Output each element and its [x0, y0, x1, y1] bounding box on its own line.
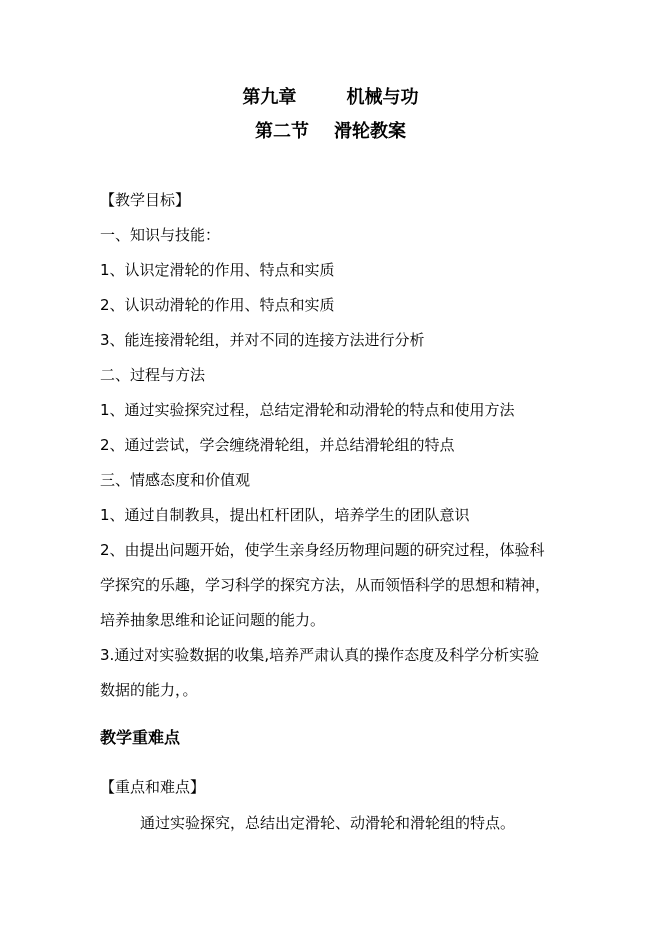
emotion-item: 3.通过对实验数据的收集,培养严肃认真的操作态度及科学分析实验	[100, 646, 540, 664]
knowledge-title: 一、知识与技能：	[100, 226, 221, 244]
emotion-item: 学探究的乐趣，学习科学的探究方法，从而领悟科学的思想和精神，	[100, 576, 551, 594]
emotion-item: 数据的能力，。	[100, 681, 198, 699]
objectives-heading: 【教学目标】	[100, 191, 191, 209]
emotion-title: 三、情感态度和价值观	[100, 471, 251, 489]
key-points-content: 通过实验探究，总结出定滑轮、动滑轮和滑轮组的特点。	[140, 814, 516, 832]
emotion-item: 培养抽象思维和论证问题的能力。	[100, 611, 326, 629]
emotion-item: 1、通过自制教具，提出杠杆团队，培养学生的团队意识	[100, 506, 470, 524]
section-title: 第二节 滑轮教案	[254, 121, 407, 142]
key-points-subheading: 【重点和难点】	[100, 778, 206, 796]
process-item: 1、通过实验探究过程，总结定滑轮和动滑轮的特点和使用方法	[100, 401, 515, 419]
emotion-item: 2、由提出问题开始，使学生亲身经历物理问题的研究过程，体验科	[100, 541, 545, 559]
knowledge-item: 3、能连接滑轮组，并对不同的连接方法进行分析	[100, 331, 425, 349]
process-title: 二、过程与方法	[100, 366, 206, 384]
knowledge-item: 2、认识动滑轮的作用、特点和实质	[100, 296, 335, 314]
key-points-heading: 教学重难点	[100, 728, 181, 747]
knowledge-item: 1、认识定滑轮的作用、特点和实质	[100, 261, 335, 279]
chapter-title: 第九章 机械与功	[242, 87, 419, 108]
process-item: 2、通过尝试，学会缠绕滑轮组，并总结滑轮组的特点	[100, 436, 455, 454]
